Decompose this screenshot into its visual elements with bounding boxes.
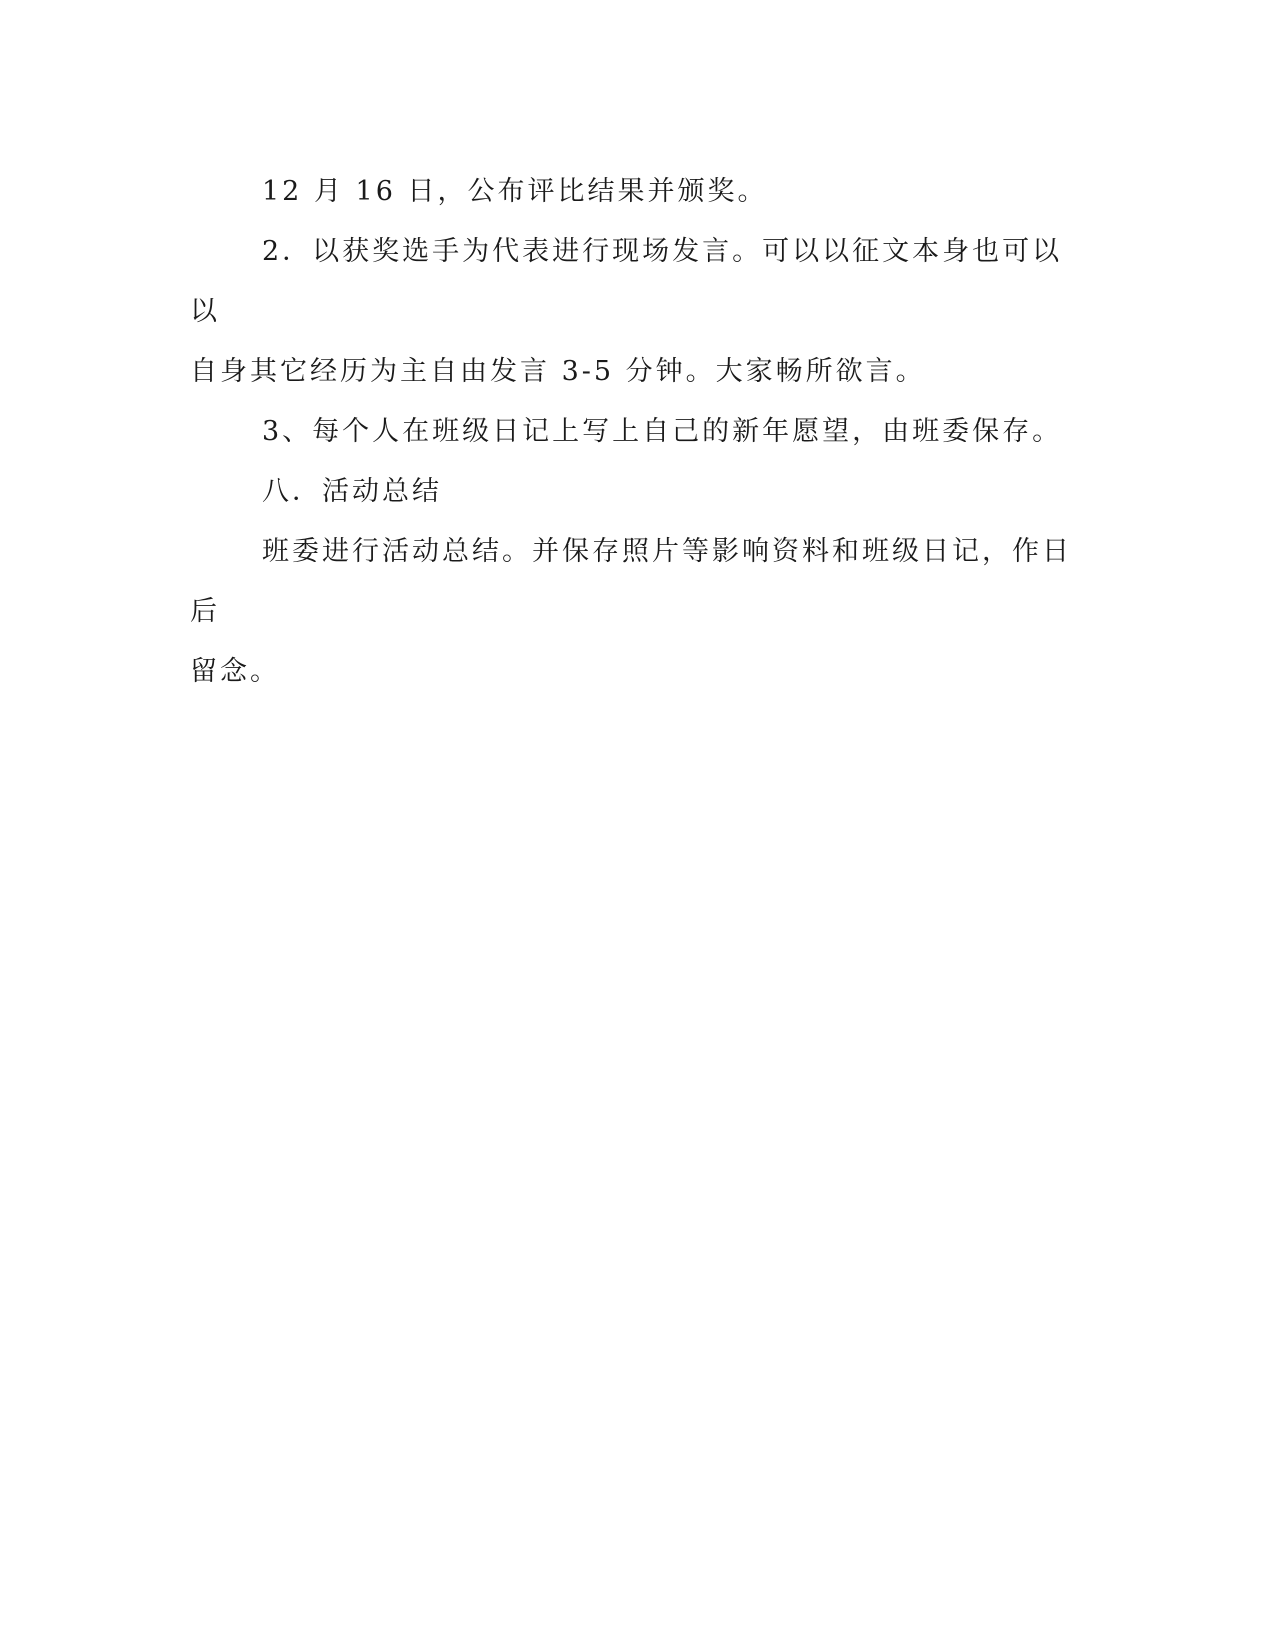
paragraph-award-date <box>190 162 1080 222</box>
text-line: 12 月 16 日，公布评比结果并颁奖。 <box>262 176 768 207</box>
text-line: 3、每个人在班级日记上写上自己的新年愿望，由班委保存。 <box>262 416 1063 447</box>
paragraph-summary <box>190 522 1080 702</box>
text-line: 八．活动总结 <box>262 476 442 507</box>
text-line: 自身其它经历为主自由发言 3-5 分钟。大家畅所欲言。 <box>190 356 926 387</box>
text-line: 留念。 <box>190 656 280 687</box>
paragraph-speech <box>190 222 1080 402</box>
text-line: 2．以获奖选手为代表进行现场发言。可以以征文本身也可以以 <box>190 236 1063 327</box>
section-heading-summary <box>190 462 1080 522</box>
document-body <box>190 162 1080 702</box>
text-line: 班委进行活动总结。并保存照片等影响资料和班级日记，作日后 <box>190 536 1072 627</box>
paragraph-wishes <box>190 402 1080 462</box>
